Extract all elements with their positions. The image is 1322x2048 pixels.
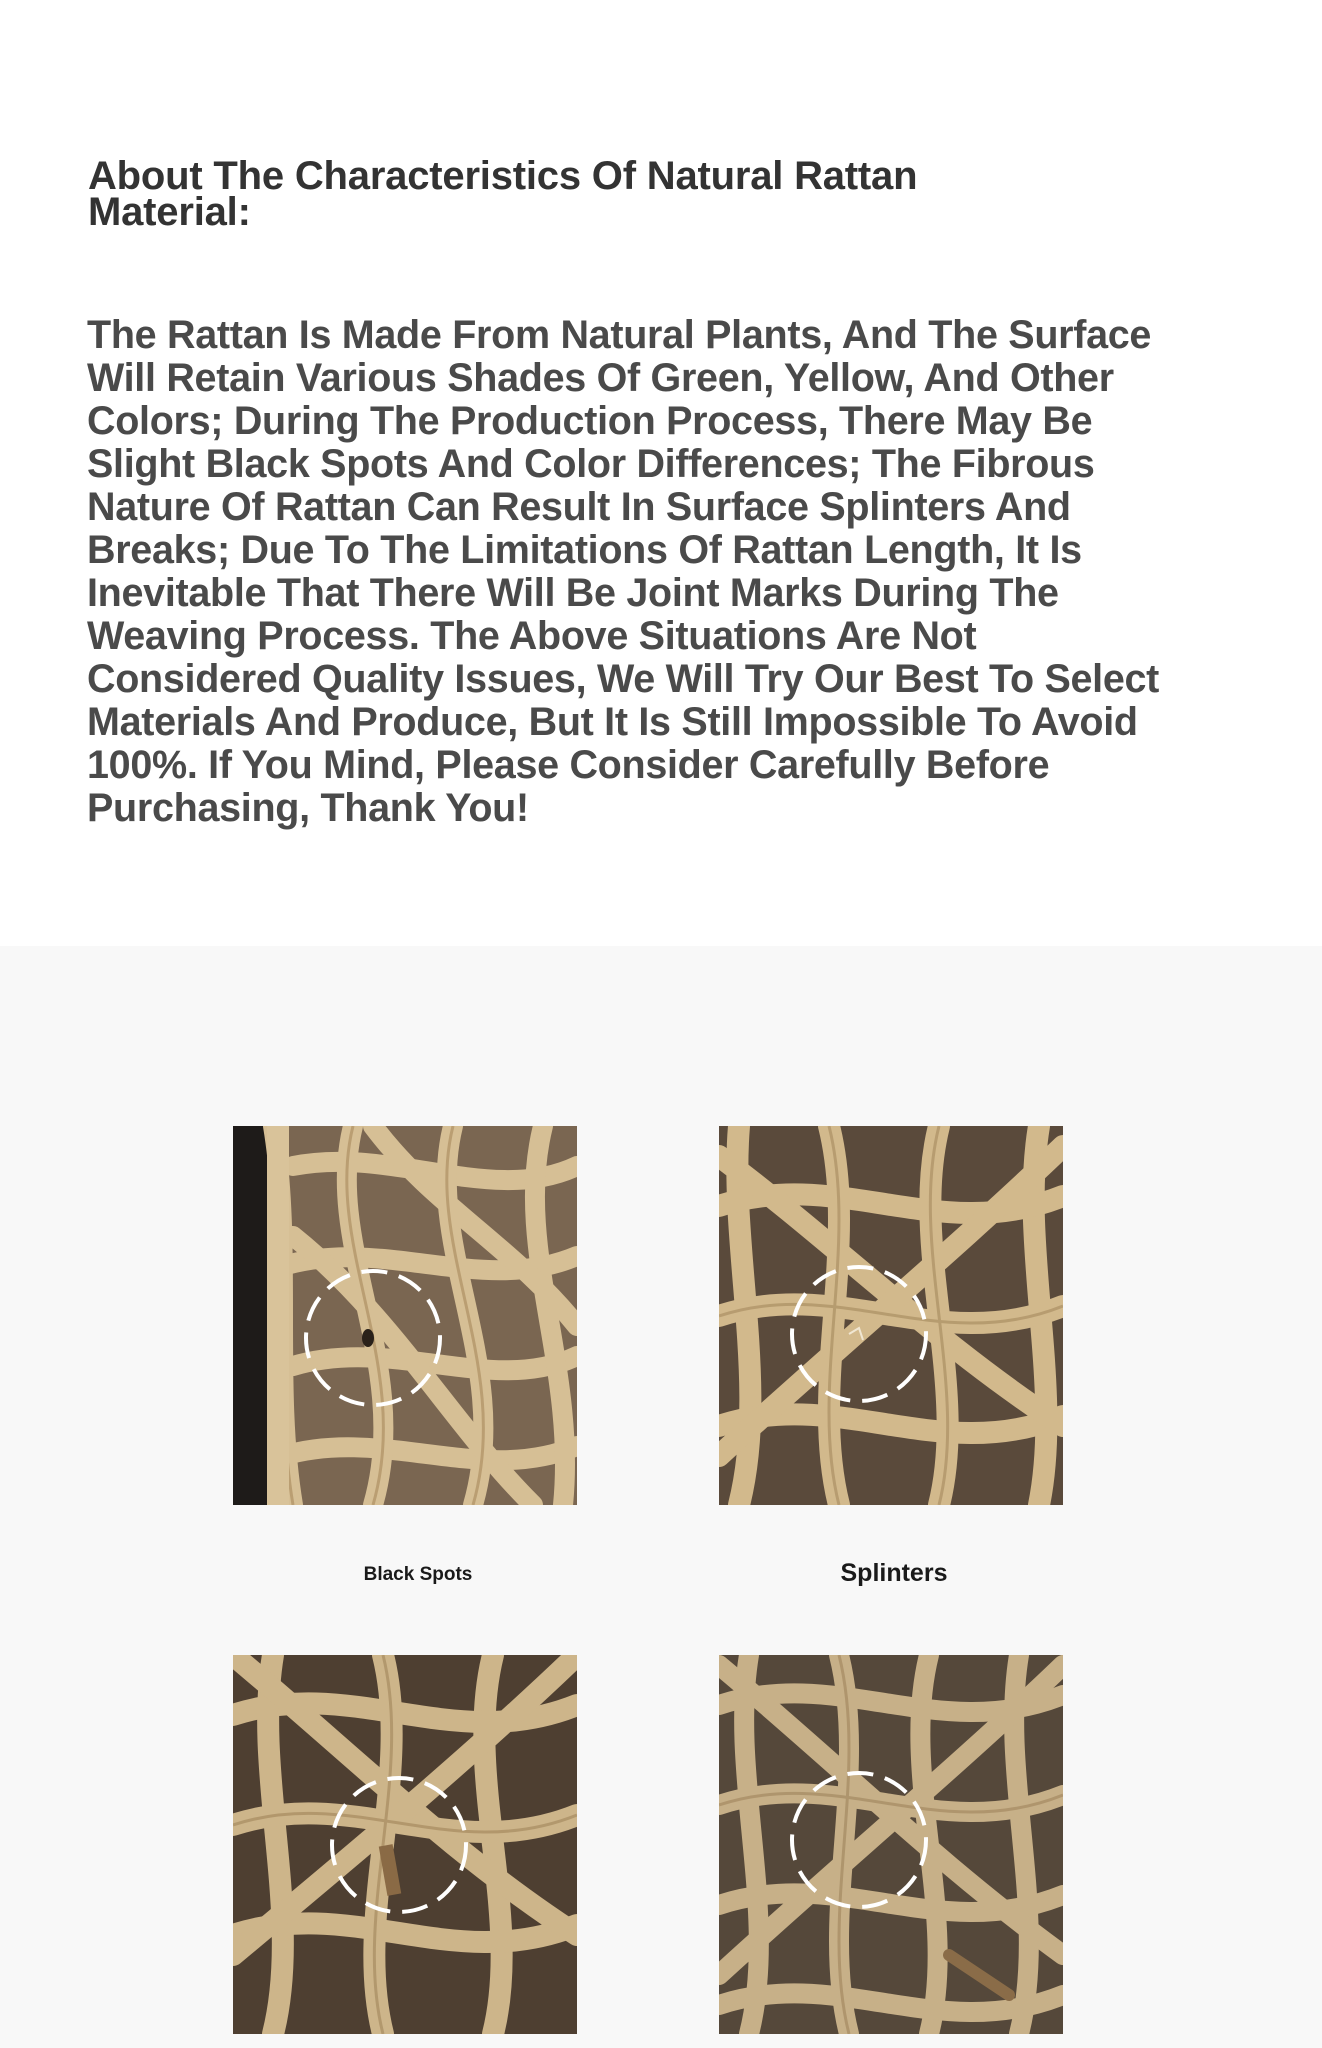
caption-black-spots: Black Spots [363, 1564, 473, 1585]
material-description: The Rattan Is Made From Natural Plants, And The Surface Will Retain Various Shades Of Green, Yellow, And Other Colors; During The Production Process, There May Be Slight Black Spots And Color Differences; The Fibrous Nature Of Rattan Can Result In Surface Splinters And Breaks; Due To The Limitations Of Rattan Length, It Is Inevitable That There Will Be Joint Marks During The Weaving Process. The Above Situations Are Not Considered Quality Issues, We Will Try Our Best To Select Materials And Produce, But It Is Still Impossible To Avoid 100%. If You Mind, Please Consider Carefully Before Purchasing, Thank You! [87, 313, 1160, 830]
color-difference-photo [719, 1655, 1063, 2034]
joint-marks-photo [233, 1655, 577, 2034]
section-heading: About The Characteristics Of Natural Rattan Material: [88, 154, 918, 234]
material-notes-section [0, 0, 1322, 946]
defect-gallery [0, 946, 1322, 2048]
black-spots-photo [233, 1126, 577, 1505]
caption-splinters: Splinters [840, 1559, 948, 1587]
splinters-photo [719, 1126, 1063, 1505]
